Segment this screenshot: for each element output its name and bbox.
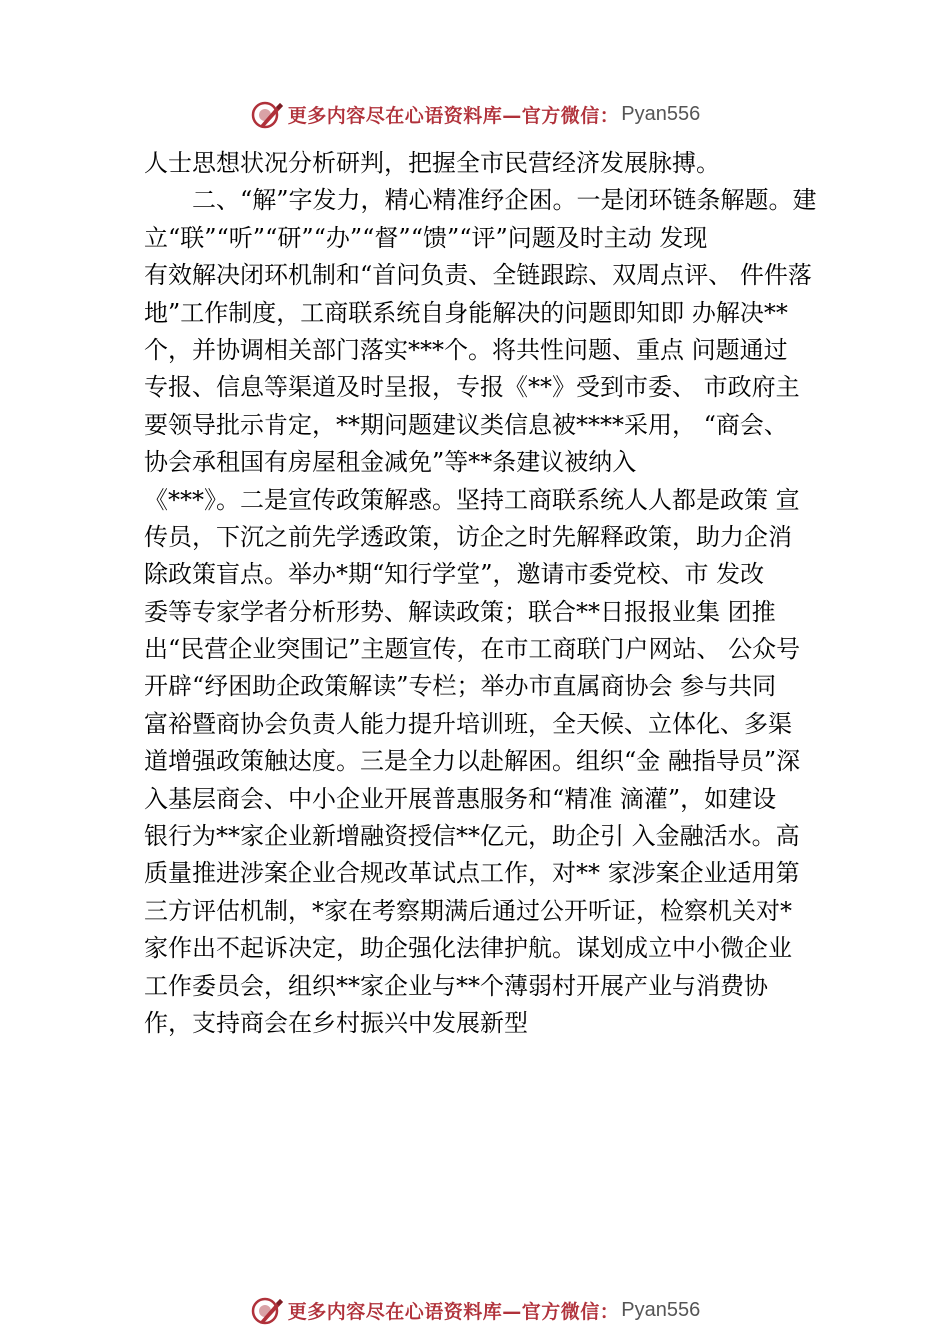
body-line: 地”工作制度，工商联系统自身能解决的问题即知即 办解决** bbox=[144, 298, 788, 327]
body-line: 开辟“纾困助企政策解读”专栏；举办市直属商协会 参与共同 bbox=[144, 672, 777, 701]
footer-wechat-id: Pyan556 bbox=[621, 1298, 701, 1321]
pen-logo-icon bbox=[250, 97, 284, 131]
footer-banner-text: 更多内容尽在心语资料库—官方微信： bbox=[287, 1300, 620, 1323]
body-line: 质量推进涉案企业合规改革试点工作，对** 家涉案企业适用第 bbox=[144, 859, 800, 888]
body-line: 富裕暨商协会负责人能力提升培训班，全天候、立体化、多渠 bbox=[144, 709, 792, 738]
body-line: 协会承租国有房屋租金减免”等**条建议被纳入 bbox=[144, 448, 637, 477]
body-line: 工作委员会，组织**家企业与**个薄弱村开展产业与消费协 bbox=[144, 971, 768, 1000]
body-line: 人士思想状况分析研判，把握全市民营经济发展脉搏。 bbox=[144, 149, 720, 177]
body-line: 入基层商会、中小企业开展普惠服务和“精准 滴灌”，如建设 bbox=[144, 784, 777, 813]
pen-logo-icon bbox=[250, 1293, 284, 1327]
body-line: 作，支持商会在乡村振兴中发展新型 bbox=[144, 1008, 528, 1037]
body-line: 二、“解”字发力，精心精准纾企困。一是闭环链条解题。建 bbox=[192, 186, 817, 215]
body-line: 专报、信息等渠道及时呈报，专报《**》受到市委、 市政府主 bbox=[144, 373, 800, 402]
body-line: 要领导批示肯定，**期问题建议类信息被****采用， “商会、 bbox=[144, 410, 788, 439]
body-line: 家作出不起诉决定，助企强化法律护航。谋划成立中小微企业 bbox=[144, 934, 792, 963]
body-line: 委等专家学者分析形势、解读政策；联合**日报报业集 团推 bbox=[144, 597, 776, 626]
body-line: 《***》。二是宣传政策解惑。坚持工商联系统人人都是政策 宣 bbox=[144, 485, 800, 514]
body-line: 银行为**家企业新增融资授信**亿元，助企引 入金融活水。高 bbox=[144, 822, 800, 851]
footer-watermark-banner bbox=[0, 1290, 950, 1330]
body-line: 除政策盲点。举办*期“知行学堂”，邀请市委党校、市 发改 bbox=[144, 560, 765, 589]
body-line: 出“民营企业突围记”主题宣传，在市工商联门户网站、 公众号 bbox=[144, 635, 801, 664]
body-line: 三方评估机制，*家在考察期满后通过公开听证，检察机关对* bbox=[144, 896, 792, 925]
header-banner-text: 更多内容尽在心语资料库—官方微信： bbox=[287, 104, 620, 127]
header-watermark-banner bbox=[0, 94, 950, 134]
header-wechat-id: Pyan556 bbox=[621, 102, 701, 125]
body-line: 道增强政策触达度。三是全力以赴解困。组织“金 融指导员”深 bbox=[144, 747, 801, 776]
body-line: 个，并协调相关部门落实***个。将共性问题、重点 问题通过 bbox=[144, 335, 788, 364]
body-line: 传员，下沉之前先学透政策，访企之时先解释政策，助力企消 bbox=[144, 522, 792, 551]
body-line: 立“联”“听”“研”“办”“督”“馈”“评”问题及时主动 发现 bbox=[144, 223, 708, 252]
document-body bbox=[144, 145, 834, 1042]
body-line: 有效解决闭环机制和“首问负责、全链跟踪、双周点评、 件件落 bbox=[144, 261, 812, 290]
